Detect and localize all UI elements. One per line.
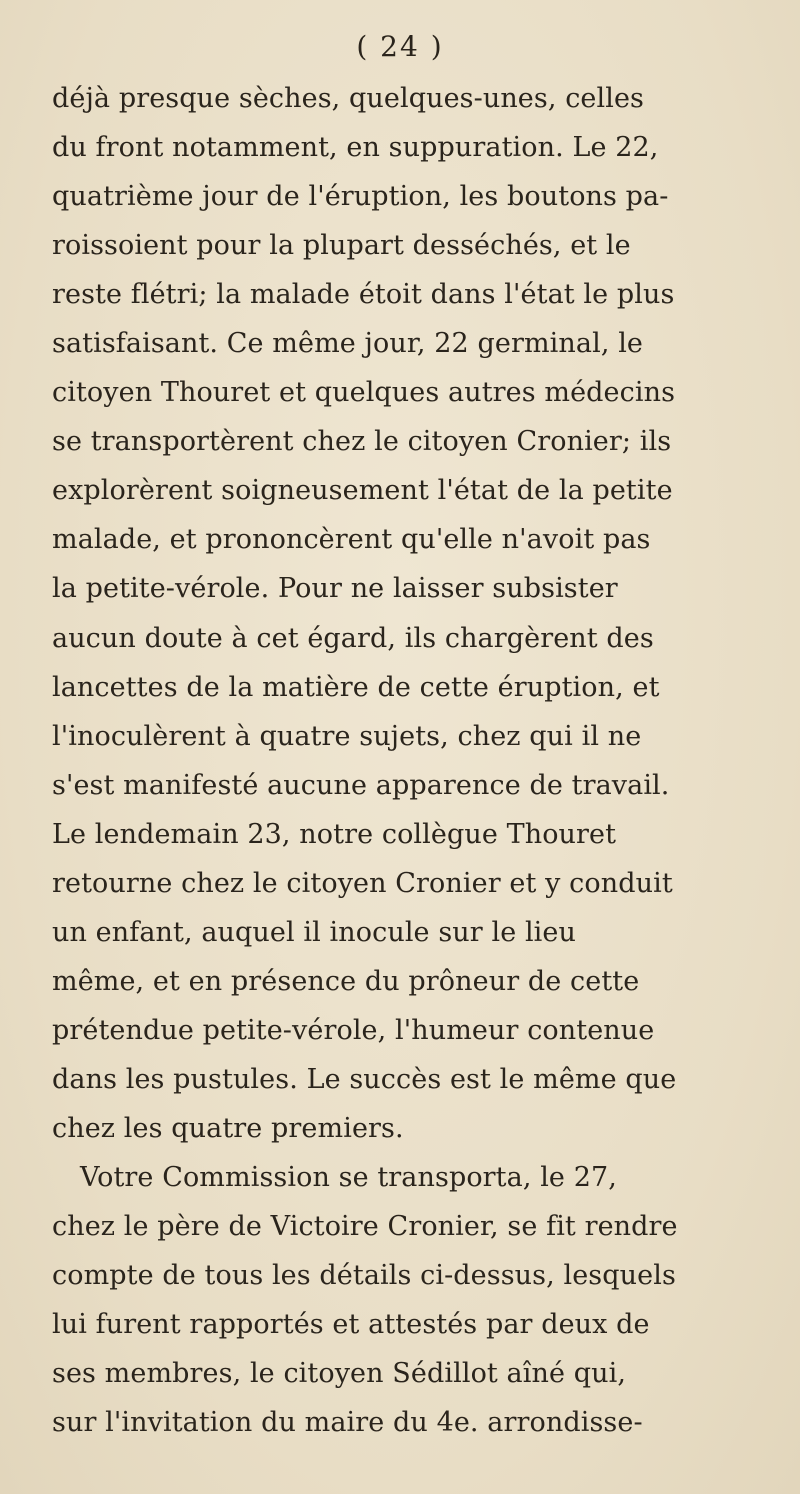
text-line: satisfaisant. Ce même jour, 22 germinal, le — [52, 328, 644, 360]
text-line: l'inoculèrent à quatre sujets, chez qui il ne — [52, 720, 642, 752]
text-line: se transportèrent chez le citoyen Cronier; ils — [52, 426, 672, 458]
body-text — [52, 74, 800, 1447]
text-line: prétendue petite-vérole, l'humeur contenue — [52, 1014, 655, 1046]
text-line: lui furent rapportés et attestés par deux de — [52, 1309, 650, 1341]
text-line: dans les pustules. Le succès est le même que — [52, 1063, 677, 1095]
text-line: la petite-vérole. Pour ne laisser subsister — [52, 573, 618, 605]
text-line: du front notamment, en suppuration. Le 22, — [52, 132, 659, 164]
text-line: chez les quatre premiers. — [52, 1112, 404, 1144]
text-line: même, et en présence du prôneur de cette — [52, 965, 640, 997]
text-line: retourne chez le citoyen Cronier et y conduit — [52, 867, 673, 899]
text-line-paragraph-start: Votre Commission se transporta, le 27, — [80, 1162, 617, 1194]
text-line: roissoient pour la plupart desséchés, et le — [52, 230, 631, 262]
page-number: ( 24 ) — [356, 30, 444, 63]
text-line: aucun doute à cet égard, ils chargèrent des — [52, 622, 654, 654]
text-line: déjà presque sèches, quelques-unes, celles — [52, 83, 645, 114]
text-line: explorèrent soigneusement l'état de la petite — [52, 475, 673, 507]
text-line: sur l'invitation du maire du 4e. arrondisse- — [52, 1407, 643, 1439]
text-line: compte de tous les détails ci-dessus, lesquels — [52, 1260, 676, 1292]
text-line: chez le père de Victoire Cronier, se fit rendre — [52, 1211, 678, 1243]
text-line: s'est manifesté aucune apparence de travail. — [52, 769, 670, 801]
text-line: reste flétri; la malade étoit dans l'état le plus — [52, 279, 675, 311]
text-line: citoyen Thouret et quelques autres médecins — [52, 377, 676, 409]
text-line: quatrième jour de l'éruption, les boutons pa- — [52, 181, 669, 213]
text-line: Le lendemain 23, notre collègue Thouret — [52, 818, 617, 850]
text-line: ses membres, le citoyen Sédillot aîné qui, — [52, 1358, 627, 1390]
text-line: malade, et prononcèrent qu'elle n'avoit pas — [52, 524, 651, 556]
text-line: lancettes de la matière de cette éruption, et — [52, 671, 660, 703]
text-line: un enfant, auquel il inocule sur le lieu — [52, 916, 576, 948]
